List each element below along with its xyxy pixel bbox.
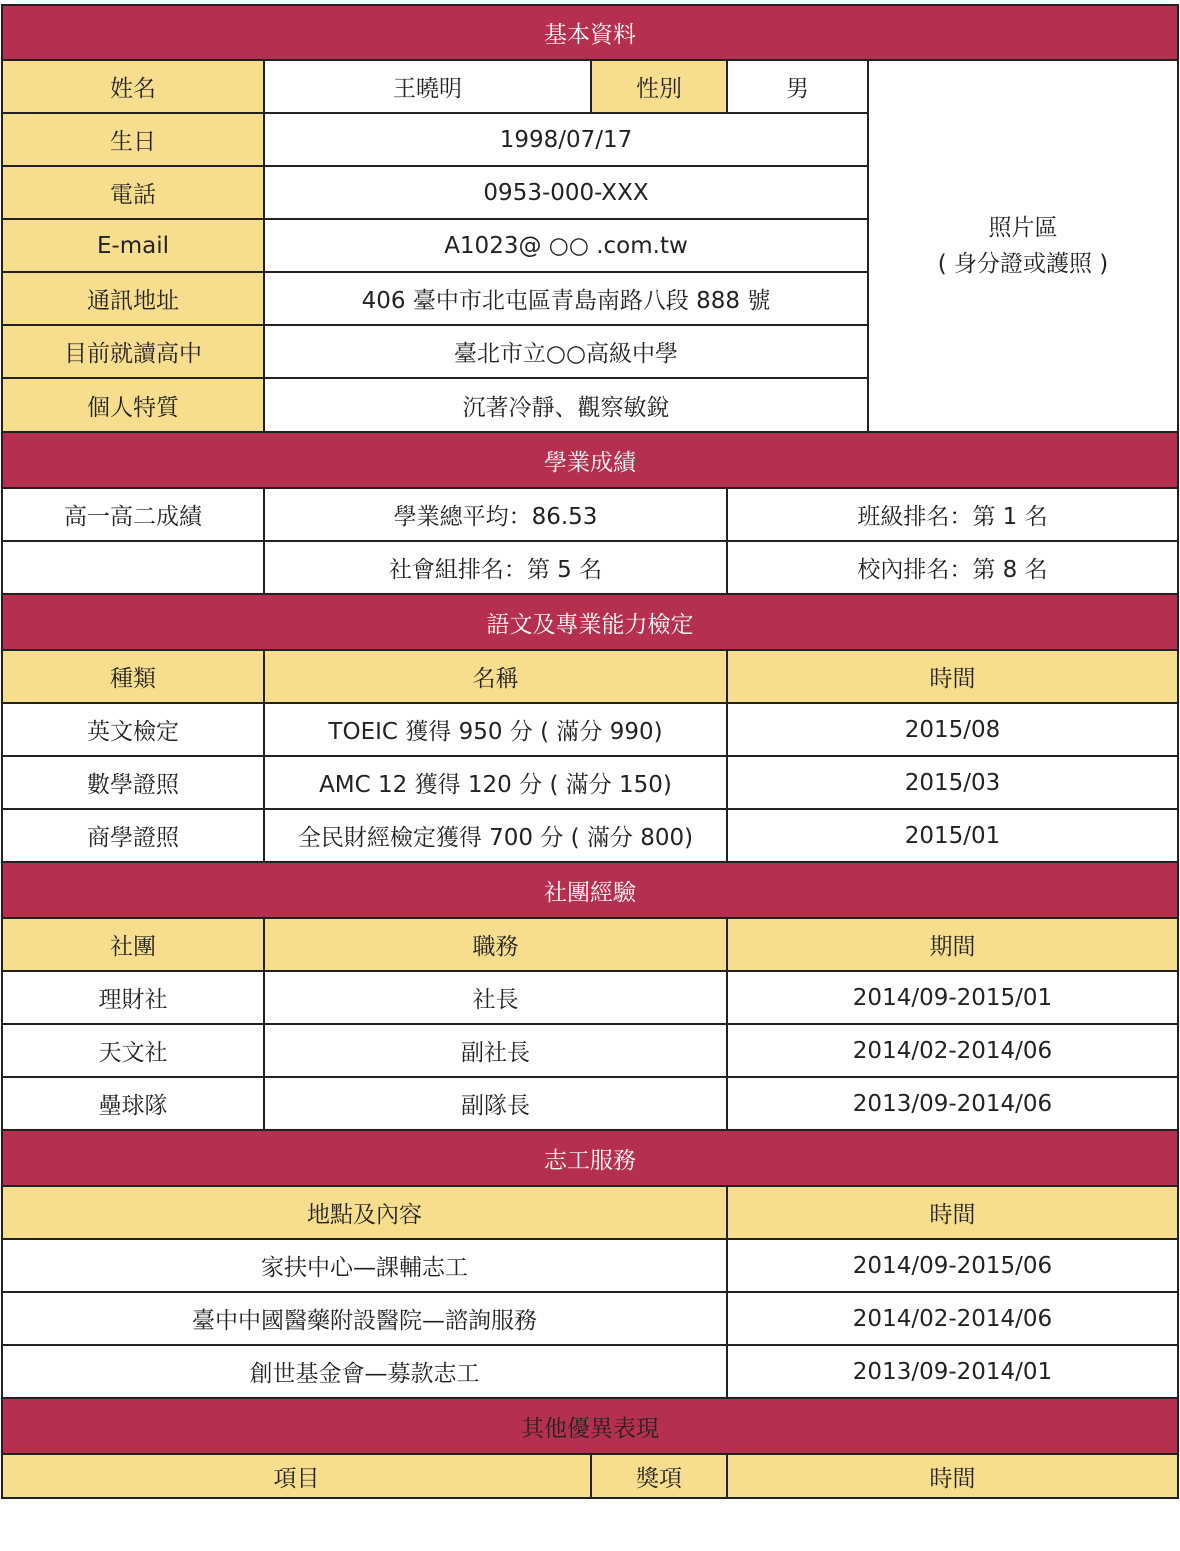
table-cell: 壘球隊	[1, 1078, 265, 1131]
address-value: 406 臺中市北屯區青島南路八段 888 號	[265, 273, 869, 326]
academic-empty-cell	[1, 542, 265, 595]
section-header-volunteer: 志工服務	[1, 1131, 1179, 1187]
phone-label: 電話	[1, 167, 265, 220]
table-cell: 商學證照	[1, 810, 265, 863]
table-cell: AMC 12 獲得 120 分 ( 滿分 150)	[265, 757, 728, 810]
certs-header-type: 種類	[1, 651, 265, 704]
gender-value: 男	[728, 61, 869, 114]
section-header-academic: 學業成績	[1, 433, 1179, 489]
table-cell: TOEIC 獲得 950 分 ( 滿分 990)	[265, 704, 728, 757]
table-cell: 英文檢定	[1, 704, 265, 757]
table-cell: 數學證照	[1, 757, 265, 810]
traits-label: 個人特質	[1, 379, 265, 433]
section-header-basic: 基本資料	[1, 4, 1179, 61]
table-cell: 2014/09-2015/01	[728, 972, 1179, 1025]
table-cell: 2013/09-2014/01	[728, 1346, 1179, 1399]
section-header-other: 其他優異表現	[1, 1399, 1179, 1455]
academic-school-rank: 校內排名：第 8 名	[728, 542, 1179, 595]
table-cell: 社長	[265, 972, 728, 1025]
table-cell: 副隊長	[265, 1078, 728, 1131]
school-label: 目前就讀高中	[1, 326, 265, 379]
address-label: 通訊地址	[1, 273, 265, 326]
birthday-value: 1998/07/17	[265, 114, 869, 167]
phone-value: 0953-000-XXX	[265, 167, 869, 220]
other-header-item: 項目	[1, 1455, 592, 1497]
traits-value: 沉著冷靜、觀察敏銳	[265, 379, 869, 433]
section-header-certs: 語文及專業能力檢定	[1, 595, 1179, 651]
table-cell: 全民財經檢定獲得 700 分 ( 滿分 800)	[265, 810, 728, 863]
table-cell: 2014/09-2015/06	[728, 1240, 1179, 1293]
birthday-label: 生日	[1, 114, 265, 167]
school-value: 臺北市立○○高級中學	[265, 326, 869, 379]
academic-label: 高一高二成績	[1, 489, 265, 542]
certs-header-time: 時間	[728, 651, 1179, 704]
academic-class-rank: 班級排名：第 1 名	[728, 489, 1179, 542]
photo-area-title: 照片區	[988, 215, 1058, 241]
volunteer-header-content: 地點及內容	[1, 1187, 728, 1240]
table-cell: 臺中中國醫藥附設醫院—諮詢服務	[1, 1293, 728, 1346]
photo-area-note: ( 身分證或護照 )	[937, 251, 1109, 277]
clubs-header-role: 職務	[265, 919, 728, 972]
email-label: E-mail	[1, 220, 265, 273]
table-cell: 家扶中心—課輔志工	[1, 1240, 728, 1293]
table-cell: 2013/09-2014/06	[728, 1078, 1179, 1131]
name-label: 姓名	[1, 61, 265, 114]
table-cell: 理財社	[1, 972, 265, 1025]
volunteer-header-time: 時間	[728, 1187, 1179, 1240]
academic-average: 學業總平均：86.53	[265, 489, 728, 542]
table-cell: 2014/02-2014/06	[728, 1025, 1179, 1078]
other-header-time: 時間	[728, 1455, 1179, 1497]
table-cell: 2014/02-2014/06	[728, 1293, 1179, 1346]
table-cell: 副社長	[265, 1025, 728, 1078]
clubs-header-period: 期間	[728, 919, 1179, 972]
certs-header-name: 名稱	[265, 651, 728, 704]
table-cell: 天文社	[1, 1025, 265, 1078]
name-value: 王曉明	[265, 61, 592, 114]
clubs-header-club: 社團	[1, 919, 265, 972]
section-header-clubs: 社團經驗	[1, 863, 1179, 919]
photo-area	[869, 61, 1179, 433]
table-cell: 創世基金會—募款志工	[1, 1346, 728, 1399]
academic-group-rank: 社會組排名：第 5 名	[265, 542, 728, 595]
other-header-award: 獎項	[592, 1455, 728, 1497]
gender-label: 性別	[592, 61, 728, 114]
table-cell: 2015/01	[728, 810, 1179, 863]
table-cell: 2015/08	[728, 704, 1179, 757]
resume-table	[1, 4, 1179, 1499]
table-cell: 2015/03	[728, 757, 1179, 810]
email-value: A1023@ ○○ .com.tw	[265, 220, 869, 273]
